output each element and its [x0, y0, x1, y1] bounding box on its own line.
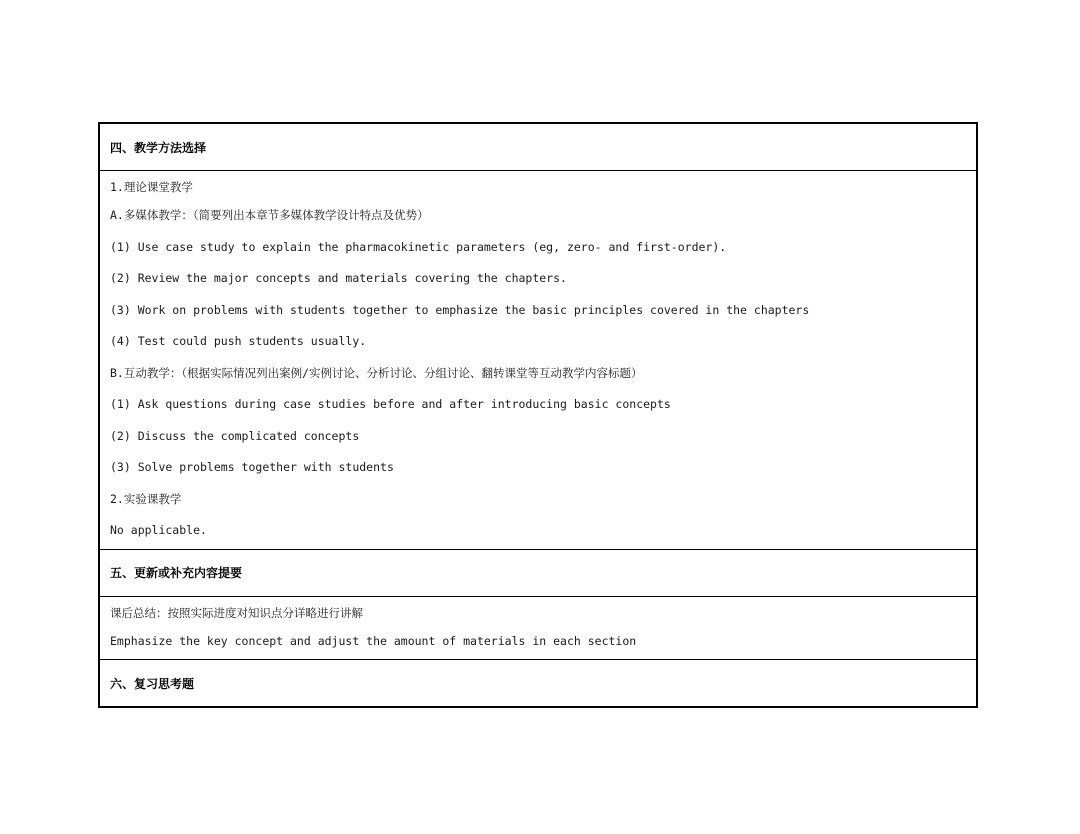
section-body-teaching-methods	[100, 171, 976, 549]
text-line: A.多媒体教学：（简要列出本章节多媒体教学设计特点及优势）	[110, 208, 429, 222]
section-heading-teaching-methods	[100, 124, 976, 170]
section-heading-review-questions	[100, 660, 976, 706]
text-line: (2) Review the major concepts and materials covering the chapters.	[110, 271, 567, 285]
section-heading-updates-summary	[100, 550, 976, 596]
text-line: No applicable.	[110, 523, 207, 537]
text-line: (2) Discuss the complicated concepts	[110, 428, 360, 443]
text-line: Emphasize the key concept and adjust the amount of materials in each section	[110, 633, 637, 648]
document-table	[98, 122, 978, 708]
text-line: B.互动教学：（根据实际情况列出案例/实例讨论、分析讨论、分组讨论、翻转课堂等互动教学内容标题）	[110, 365, 643, 380]
text-line: (3) Work on problems with students together to emphasize the basic principles covered in the chapters	[110, 302, 810, 317]
section-body-updates-summary	[100, 597, 976, 660]
text-line: 2.实验课教学	[110, 491, 182, 506]
section-title: 五、更新或补充内容提要	[110, 566, 243, 580]
text-line: (4) Test could push students usually.	[110, 334, 367, 348]
text-line: 1.理论课堂教学	[110, 180, 193, 194]
text-line: (3) Solve problems together with students	[110, 460, 394, 474]
section-title: 六、复习思考题	[110, 676, 195, 691]
section-title: 四、教学方法选择	[110, 140, 207, 155]
text-line: 课后总结：按照实际进度对知识点分详略进行讲解	[110, 605, 363, 620]
text-line: (1) Use case study to explain the pharmacokinetic parameters (eg, zero- and first-order).	[110, 239, 727, 254]
text-line: (1) Ask questions during case studies before and after introducing basic concepts	[110, 397, 671, 411]
